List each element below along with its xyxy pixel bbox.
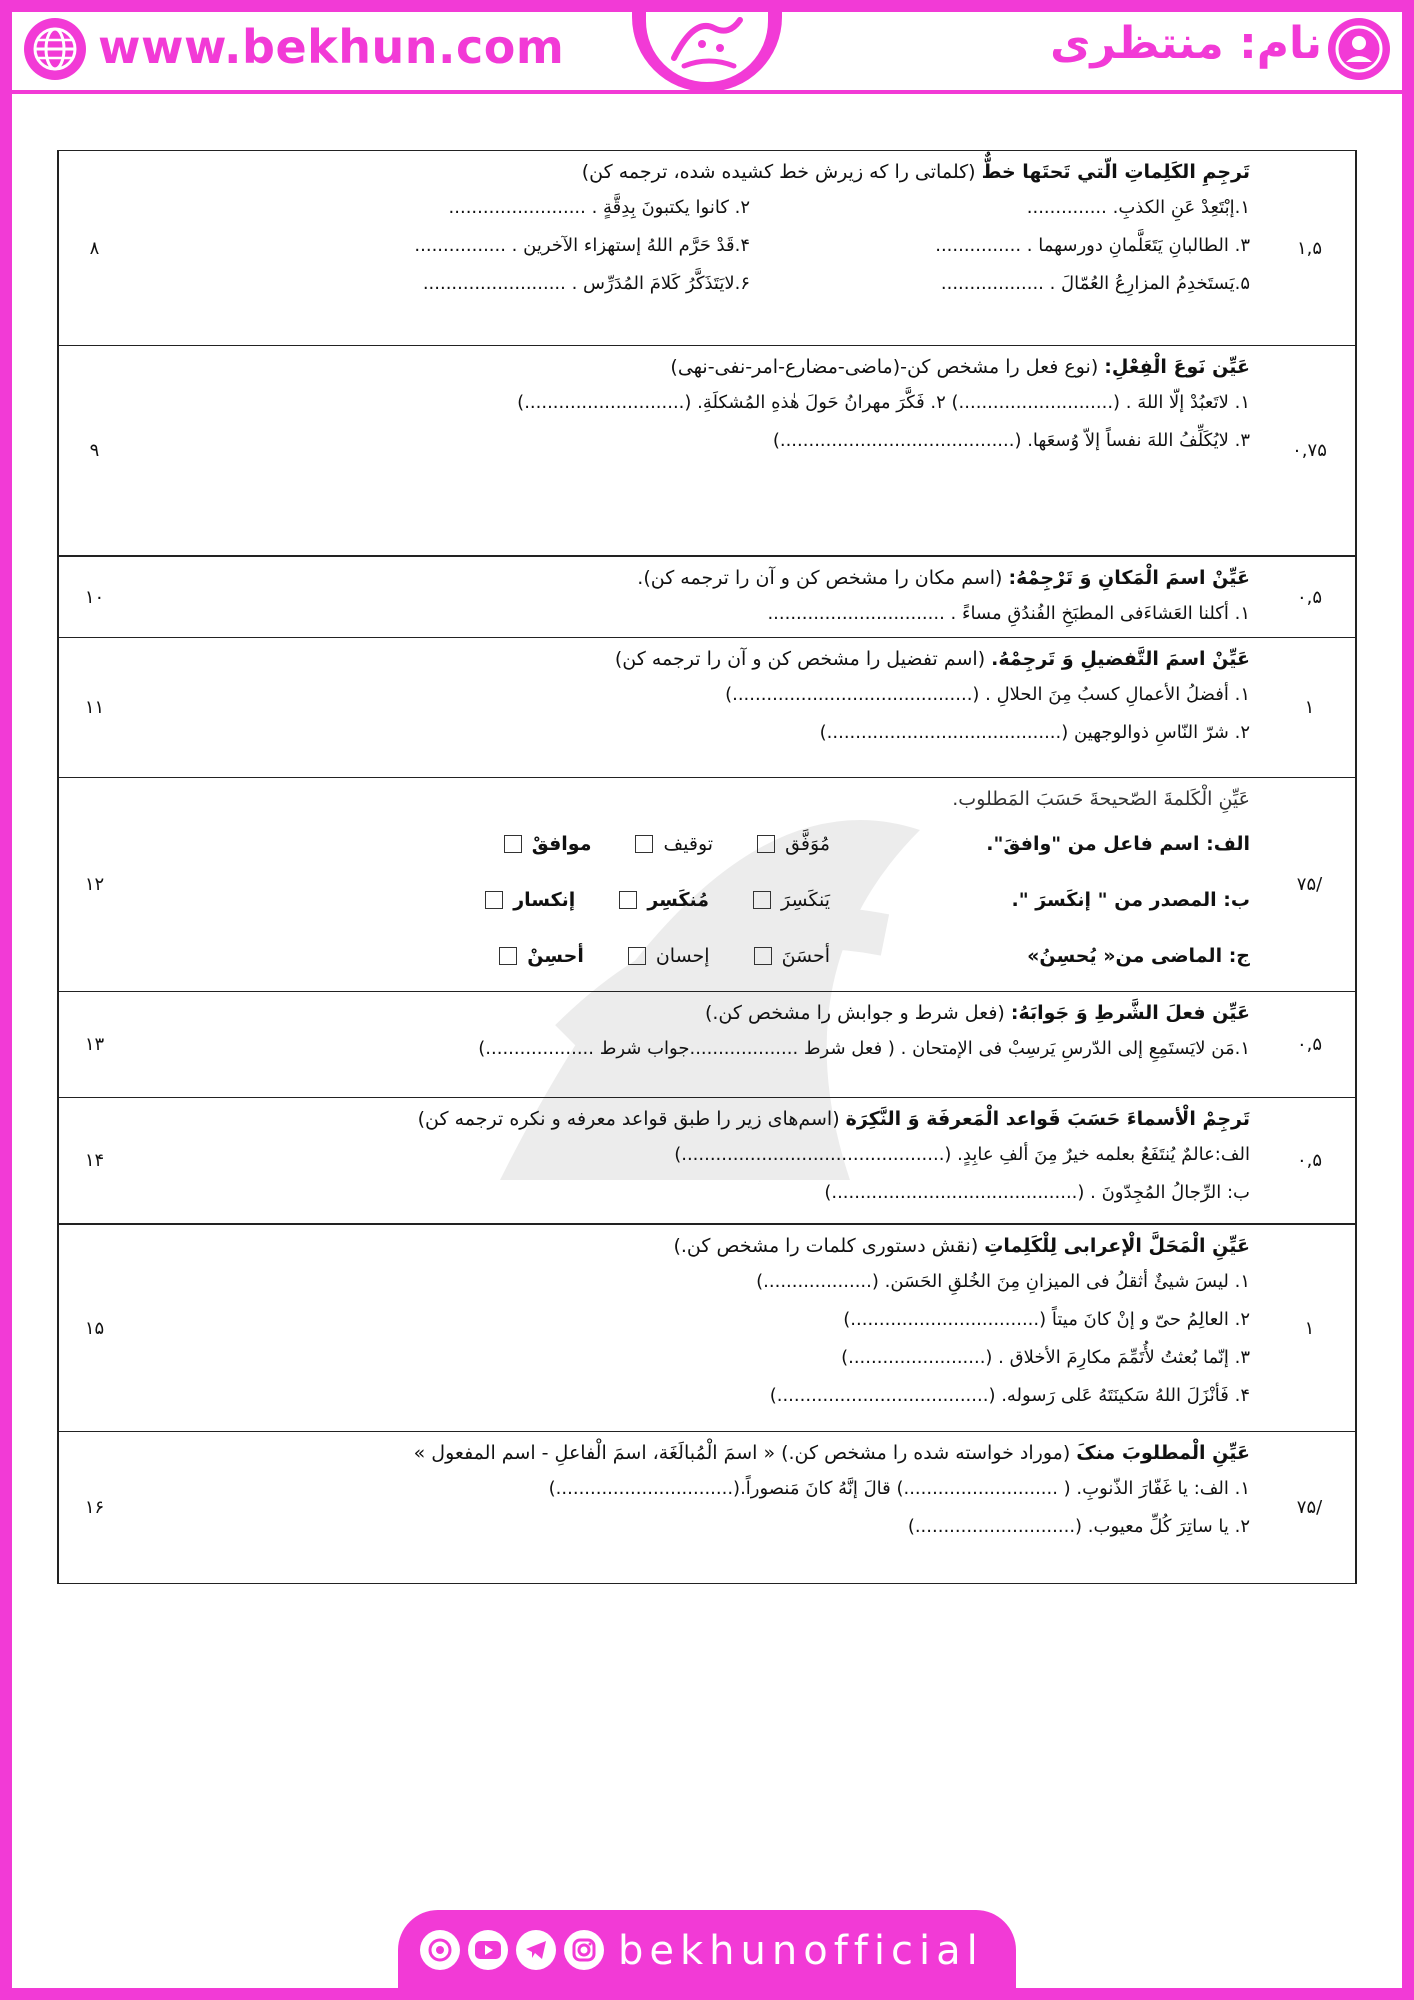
question-number: ۱۰ xyxy=(58,557,130,637)
question-item: ۳. لایُکَلِّفُ اللهَ نفساً إلاّ وُسعَها. (.........................................) xyxy=(772,430,1250,451)
option-text: مُنکَسِر xyxy=(647,889,710,911)
question-row xyxy=(57,638,1357,778)
header-divider xyxy=(12,90,1402,94)
youtube-icon[interactable] xyxy=(468,1930,508,1970)
social-icons xyxy=(420,1930,604,1970)
question-item: ۱. أکلنا العَشاءَفی المطبَخِ الفُندُقِ مساءً . ............................... xyxy=(767,603,1250,624)
question-instruction: (فعل شرط و جوابش را مشخص کن.) xyxy=(704,1002,1005,1024)
question-item: ۱.إبْتَعِدْ عَنِ الکذبِ. .............. xyxy=(1026,197,1250,218)
option-row xyxy=(144,872,1250,928)
question-instruction: (نقش دستوری کلمات را مشخص کن.) xyxy=(673,1235,979,1257)
question-row xyxy=(57,556,1357,638)
question-item: ۳. إنّما بُعثتُ لأُتَمِّمَ مکارِمَ الأخلاق . (........................) xyxy=(841,1347,1250,1368)
option-checkbox[interactable] xyxy=(504,835,522,853)
option-text: توقیف xyxy=(663,833,714,855)
option-checkbox[interactable] xyxy=(619,891,637,909)
question-title: عَیِّنْ اسمَ الْمَکانِ وَ تَرْجِمْهُ: xyxy=(1008,567,1250,589)
question-number: ۹ xyxy=(58,346,130,555)
question-item: ۱. لاتَعبُدْ إلّا اللهَ . (...........................) ۲. فَکَّرَ مهرانُ حَولَ هٰذهِ المُشکلَةِ. (............................) xyxy=(517,392,1250,413)
question-title: عَیِّنْ اسمَ التَّفضیلِ وَ تَرجِمْهُ. xyxy=(991,648,1250,670)
question-number: ۱۱ xyxy=(58,638,130,777)
question-body xyxy=(130,638,1264,777)
question-row xyxy=(57,1098,1357,1224)
question-row xyxy=(57,1432,1357,1584)
student-name: نام: منتظری xyxy=(1050,18,1322,69)
exam-table xyxy=(57,150,1357,1584)
option-text: أحسِنْ xyxy=(527,945,584,967)
question-score: ۱,۵ xyxy=(1264,151,1356,345)
question-row xyxy=(57,346,1357,556)
option-checkbox[interactable] xyxy=(757,835,775,853)
question-item: ۱. الف: یا غَفّارَ الذّنوبِ. ( ...........................) قالَ إنَّهُ کانَ مَنصوراً.(...............................) xyxy=(548,1478,1250,1499)
question-row xyxy=(57,150,1357,346)
question-body xyxy=(130,557,1264,637)
question-score: ۱ xyxy=(1264,1225,1356,1431)
brand-logo xyxy=(632,0,782,92)
question-number: ۸ xyxy=(58,151,130,345)
social-handle[interactable]: bekhunofficial xyxy=(618,1928,984,1974)
option-label: الف: اسم فاعل من "وافقَ". xyxy=(986,833,1250,855)
question-score: ۰,۷۵ xyxy=(1264,346,1356,555)
question-item: ۳. الطالبانِ یَتَعَلَّمانِ دورسهما . ............... xyxy=(935,235,1250,256)
globe-icon xyxy=(24,18,86,80)
question-item: الف:عالمٌ یُنتَفَعُ بعلمه خیرٌ مِنَ ألفِ عابِدٍ. (..............................................) xyxy=(674,1144,1250,1165)
option-text: إنکسار xyxy=(513,889,576,911)
question-title: عَیِّنِ الْکَلمةَ الصّحیحةَ حَسَبَ المَطلوب. xyxy=(952,788,1250,810)
telegram-icon[interactable] xyxy=(516,1930,556,1970)
question-row xyxy=(57,778,1357,992)
user-icon xyxy=(1328,18,1390,80)
option-checkbox[interactable] xyxy=(754,947,772,965)
option-text: یَنکَسِرَ xyxy=(781,889,830,911)
question-item: ۴.قَدْ حَرَّم اللهُ إستهزاء الآخرین . ................ xyxy=(414,235,750,256)
option-row xyxy=(144,928,1250,984)
question-number: ۱۵ xyxy=(58,1225,130,1431)
question-body xyxy=(130,992,1264,1097)
question-body xyxy=(130,346,1264,555)
question-instruction: (موراد خواسته شده را مشخص کن.) « اسمَ الْمُبالَغَة، اسمَ الْفاعلِ - اسم المفعول » xyxy=(413,1442,1071,1464)
option-row xyxy=(144,816,1250,872)
question-item: ۲. کانوا یکتبونَ بِدِقَّةٍ . ........................ xyxy=(448,197,750,218)
question-item: ۴. فَأنْزَلَ اللهُ سَکینَتَهُ عَلی رَسوله. (.....................................) xyxy=(769,1385,1250,1406)
question-item: ۶.لایَتَذَکَّرُ کَلامَ المُدَرِّس . ......................... xyxy=(422,273,750,294)
question-score: /۷۵ xyxy=(1264,778,1356,991)
question-score: ۰,۵ xyxy=(1264,1098,1356,1223)
question-title: تَرجِمِ الکَلِماتِ الّتي تَحتَها خطٌّ xyxy=(981,161,1250,183)
question-score: /۷۵ xyxy=(1264,1432,1356,1583)
question-body xyxy=(130,778,1264,991)
question-body xyxy=(130,151,1264,345)
question-item: ۲. العالِمُ حیّ و إنْ کانَ میتاً (.................................) xyxy=(843,1309,1250,1330)
question-item: ۱.مَن لایَستَمِعِ إلی الدّرسِ یَرسِبْ فی الإمتحان . ( فعل شرط ...................جواب شرط ...................) xyxy=(478,1038,1250,1059)
question-instruction: (اسم‌های زیر را طبق قواعد معرفه و نکره ترجمه کن) xyxy=(417,1108,840,1130)
question-title: تَرجِمْ الْأسماءَ حَسَبَ قَواعد الْمَعرفَة وَ النَّکِرَة xyxy=(845,1108,1250,1130)
question-row xyxy=(57,992,1357,1098)
option-checkbox[interactable] xyxy=(499,947,517,965)
question-item: ب: الرِّجالُ المُجِدّونَ . (...........................................) xyxy=(824,1182,1250,1203)
question-instruction: (اسم تفضیل را مشخص کن و آن را ترجمه کن) xyxy=(614,648,986,670)
option-checkbox[interactable] xyxy=(753,891,771,909)
question-title: عَیِّنِ الْمطلوبَ منکَ xyxy=(1076,1442,1250,1464)
question-instruction: (اسم مکان را مشخص کن و آن را ترجمه کن). xyxy=(637,567,1003,589)
question-item: ۱. لیسَ شیئٌ أثقلُ فی المیزانِ مِنَ الخُلقِ الحَسَن. (...................) xyxy=(756,1271,1250,1292)
option-checkbox[interactable] xyxy=(485,891,503,909)
site-url-link[interactable]: www.bekhun.com xyxy=(98,20,565,74)
option-checkbox[interactable] xyxy=(628,947,646,965)
question-instruction: (کلماتی را که زیرش خط کشیده شده، ترجمه کن) xyxy=(581,161,976,183)
question-number: ۱۴ xyxy=(58,1098,130,1223)
question-body xyxy=(130,1098,1264,1223)
question-instruction: (نوع فعل را مشخص کن-(ماضی-مضارع-امر-نفی-نهی) xyxy=(670,356,1099,378)
question-title: عَیِّنِ الْمَحَلَّ الْإعرابی لِلْکَلِماتِ xyxy=(984,1235,1250,1257)
question-item: ۲. یا ساتِرَ کُلِّ معیوب. (............................) xyxy=(907,1516,1250,1537)
option-checkbox[interactable] xyxy=(635,835,653,853)
instagram-icon[interactable] xyxy=(564,1930,604,1970)
question-number: ۱۳ xyxy=(58,992,130,1097)
question-body xyxy=(130,1432,1264,1583)
question-item: ۱. أفضلُ الأعمالِ کسبُ مِنَ الحلالِ . (..........................................) xyxy=(725,684,1250,705)
question-row xyxy=(57,1224,1357,1432)
option-label: ج: الماضی من« یُحسِنُ» xyxy=(1027,945,1250,967)
question-score: ۰,۵ xyxy=(1264,992,1356,1097)
question-title: عَیِّن نَوعَ الْفِعْلِ: xyxy=(1104,356,1250,378)
option-text: إحسان xyxy=(655,945,710,967)
question-item: ۲. شرّ النّاسِ ذوالوجهین (.........................................) xyxy=(819,722,1250,743)
option-text: أحسَنَ xyxy=(781,945,830,967)
question-number: ۱۲ xyxy=(58,778,130,991)
question-title: عَیِّن فعلَ الشَّرطِ وَ جَوابَهُ: xyxy=(1010,1002,1250,1024)
question-score: ۰,۵ xyxy=(1264,557,1356,637)
option-text: مُوَفَّق xyxy=(785,833,830,855)
question-score: ۱ xyxy=(1264,638,1356,777)
question-item: ۵.یَستَخدِمُ المزارِعُ العُمّالَ . .................. xyxy=(940,273,1250,294)
option-text: موافقْ xyxy=(531,833,592,855)
social-footer xyxy=(398,1910,1016,1990)
podcast-icon[interactable] xyxy=(420,1930,460,1970)
page-header xyxy=(0,0,1414,92)
option-label: ب: المصدر من " إنکَسرَ ". xyxy=(1011,889,1250,911)
question-body xyxy=(130,1225,1264,1431)
question-number: ۱۶ xyxy=(58,1432,130,1583)
